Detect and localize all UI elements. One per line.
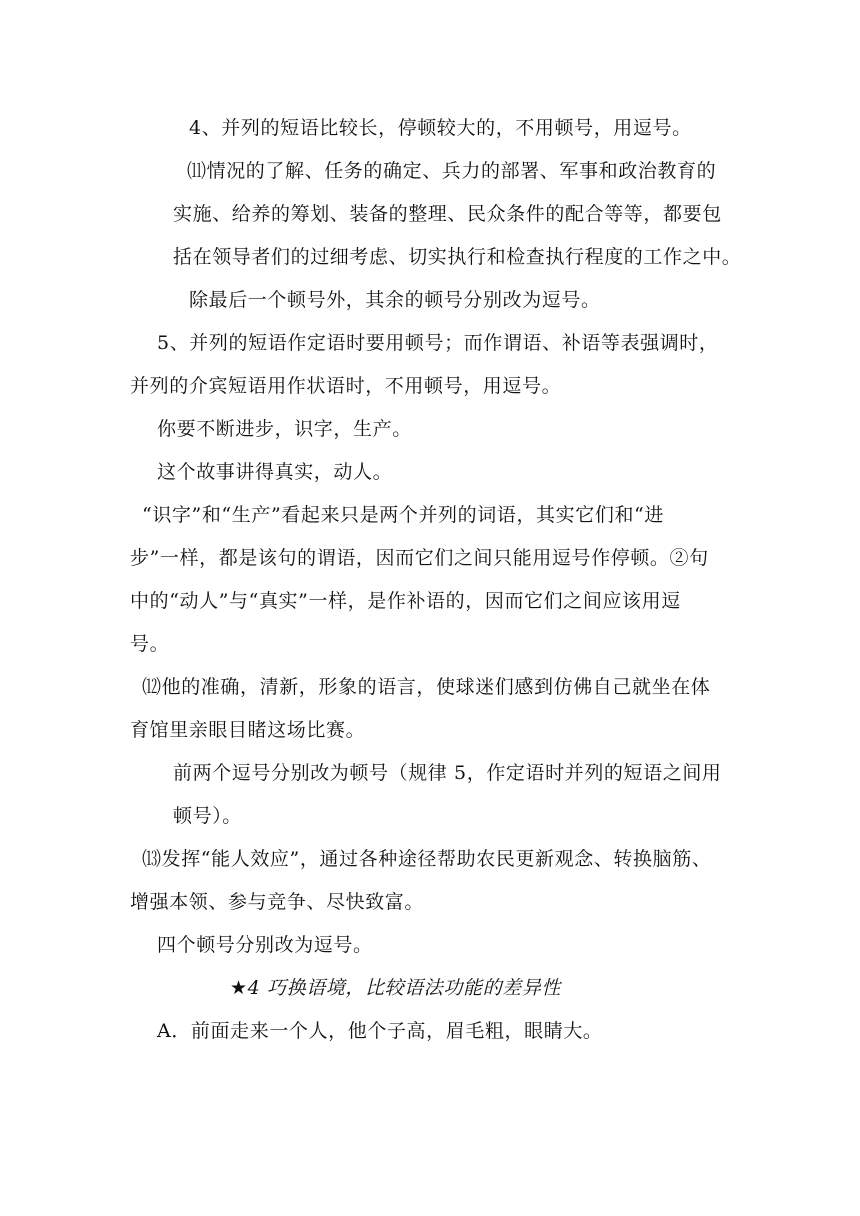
answer-12-line-1: 前两个逗号分别改为顿号（规律 5，作定语时并列的短语之间用 xyxy=(173,762,722,784)
example-sentence-1: 你要不断进步，识字，生产。 xyxy=(157,418,412,440)
rule-4-text: 4、并列的短语比较长，停顿较大的，不用顿号，用逗号。 xyxy=(189,117,692,139)
section-heading xyxy=(230,975,561,1001)
answer-13: 四个顿号分别改为逗号。 xyxy=(157,934,373,956)
answer-12-line-2: 顿号）。 xyxy=(173,805,242,827)
rule-5-line-2: 并列的介宾短语用作状语时，不用顿号，用逗号。 xyxy=(130,375,562,397)
star-icon: ★ xyxy=(230,977,248,999)
example-13-line-1: ⒀发挥“能人效应”，通过各种途径帮助农民更新观念、转换脑筋、 xyxy=(142,848,712,870)
example-sentence-2: 这个故事讲得真实，动人。 xyxy=(157,461,393,483)
explanation-line-3: 中的“动人”与“真实”一样，是作补语的，因而它们之间应该用逗 xyxy=(130,590,681,612)
example-a: A．前面走来一个人，他个子高，眉毛粗，眼睛大。 xyxy=(157,1020,603,1042)
rule-5-line-1: 5、并列的短语作定语时要用顿号；而作谓语、补语等表强调时， xyxy=(157,332,719,354)
explanation-line-1: “识字”和“生产”看起来只是两个并列的词语，其实它们和“进 xyxy=(142,504,664,526)
example-13-line-2: 增强本领、参与竞争、尽快致富。 xyxy=(130,891,425,913)
example-11-line-3: 括在领导者们的过细考虑、切实执行和检查执行程度的工作之中。 xyxy=(173,246,742,268)
answer-11: 除最后一个顿号外，其余的顿号分别改为逗号。 xyxy=(189,289,601,311)
section-heading-text: 4 巧换语境，比较语法功能的差异性 xyxy=(247,977,561,999)
example-11-line-2: 实施、给养的筹划、装备的整理、民众条件的配合等等，都要包 xyxy=(173,203,722,225)
example-12-line-2: 育馆里亲眼目睹这场比赛。 xyxy=(130,719,366,741)
explanation-line-4: 号。 xyxy=(130,633,170,655)
explanation-line-2: 步”一样，都是该句的谓语，因而它们之间只能用逗号作停顿。②句 xyxy=(130,547,709,569)
example-12-line-1: ⑿他的准确，清新，形象的语言，使球迷们感到仿佛自己就坐在体 xyxy=(142,676,711,698)
example-11-line-1: ⑾情况的了解、任务的确定、兵力的部署、军事和政治教育的 xyxy=(187,160,717,182)
